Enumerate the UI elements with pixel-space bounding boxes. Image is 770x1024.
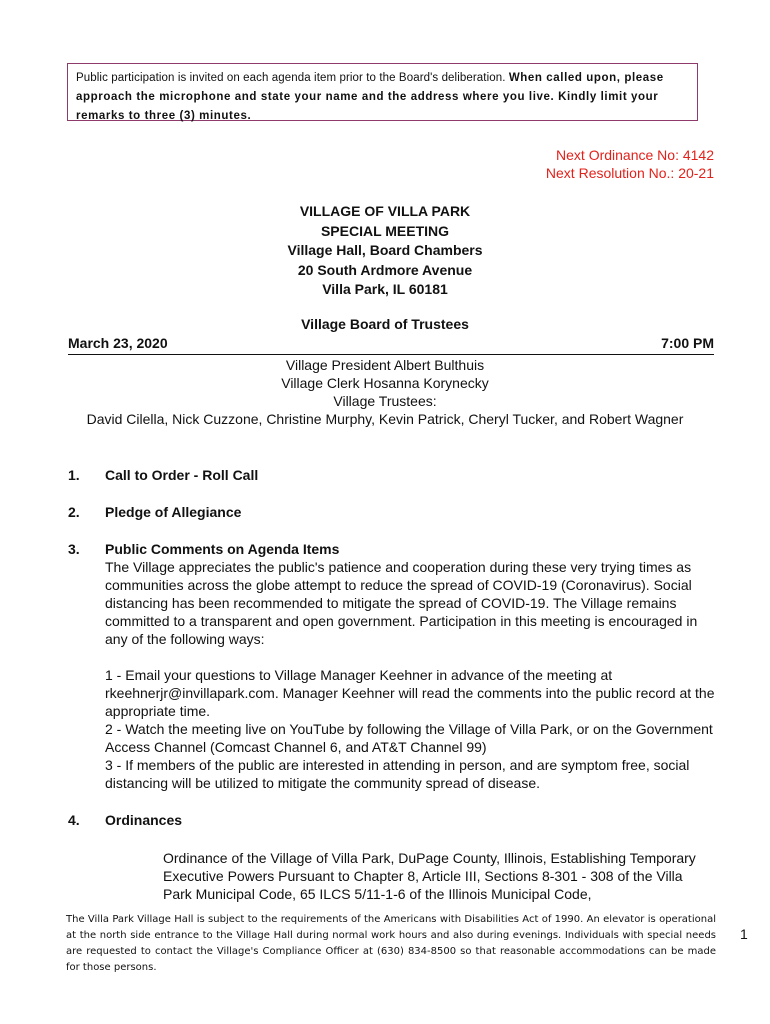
meeting-heading <box>0 202 770 300</box>
public-participation-notice <box>67 63 698 121</box>
meeting-location: Village Hall, Board Chambers <box>287 242 483 258</box>
participation-option-youtube: 2 - Watch the meeting live on YouTube by following the Village of Villa Park, or on the Government Access Channel (Comcast Channel 6, and AT&T Channel 99) <box>105 721 713 755</box>
ordinance-description: Ordinance of the Village of Villa Park, DuPage County, Illinois, Establishing Temporary Executive Powers Pursuant to Chapter 8, Article III, Sections 8-301 - 308 of the Villa Park Municipal Code, 65 ILCS 5/11-1-6 of the Illinois Municipal Code, <box>163 850 696 902</box>
header-divider <box>68 354 714 355</box>
agenda-item-number: 3. <box>68 541 80 557</box>
next-numbers <box>546 146 714 182</box>
notice-regular-text: Public participation is invited on each agenda item prior to the Board's deliberation. <box>76 72 509 84</box>
trustees-label: Village Trustees: <box>333 393 437 409</box>
agenda-item-title: Ordinances <box>105 812 183 828</box>
page-number: 1 <box>740 926 748 942</box>
meeting-type: SPECIAL MEETING <box>320 222 450 239</box>
agenda-item-title: Public Comments on Agenda Items <box>105 541 340 557</box>
next-resolution-number: Next Resolution No.: 20-21 <box>545 165 714 181</box>
public-comment-details <box>105 558 717 792</box>
meeting-date: March 23, 2020 <box>68 335 168 351</box>
meeting-time: 7:00 PM <box>661 335 714 351</box>
board-title: Village Board of Trustees <box>301 316 469 332</box>
meeting-city: Villa Park, IL 60181 <box>322 281 448 297</box>
ada-footer-notice: The Villa Park Village Hall is subject to the requirements of the Americans with Disabilities Act of 1990. An elevator is operational at the north side entrance to the Village Hall during normal work hours and also during evenings. Individuals with special needs are requested to contact the Village's Compliance Officer at (630) 834-8500 so that reasonable accommodations can be made for those persons. <box>66 914 716 973</box>
public-comment-intro: The Village appreciates the public's patience and cooperation during these very trying times as communities across the globe attempt to reduce the spread of COVID-19 (Coronavirus). Social distancing has been recommended to mitigate the spread of COVID-19. The Village remains committed to a transparent and open government. Participation in this meeting is encouraged in any of the following ways: <box>105 559 698 647</box>
participation-option-in-person: 3 - If members of the public are interested in attending in person, and are symptom free, social distancing will be utilized to mitigate the community spread of disease. <box>105 757 690 791</box>
agenda-item-title: Call to Order - Roll Call <box>105 467 259 483</box>
participation-option-email: 1 - Email your questions to Village Manager Keehner in advance of the meeting at rkeehnerjr@invillapark.com. Manager Keehner will read the comments into the public record at the appropriate time. <box>105 667 715 719</box>
agenda-item-number: 1. <box>68 467 80 483</box>
meeting-street-address: 20 South Ardmore Avenue <box>297 261 473 278</box>
agenda-item-number: 4. <box>68 812 80 828</box>
notice-bold-text: When called upon, please approach the microphone and state your name and the address where you live. Kindly limit your remarks to three (3) minutes. <box>76 72 664 122</box>
officials-list <box>0 356 770 428</box>
agenda-item-title: Pledge of Allegiance <box>105 504 242 520</box>
village-clerk: Village Clerk Hosanna Korynecky <box>281 375 489 391</box>
trustees-names: David Cilella, Nick Cuzzone, Christine Murphy, Kevin Patrick, Cheryl Tucker, and Robert Wagner <box>86 411 684 427</box>
village-president: Village President Albert Bulthuis <box>285 357 485 373</box>
village-name: VILLAGE OF VILLA PARK <box>299 203 471 219</box>
agenda-item-number: 2. <box>68 504 80 520</box>
next-ordinance-number: Next Ordinance No: 4142 <box>556 147 714 163</box>
